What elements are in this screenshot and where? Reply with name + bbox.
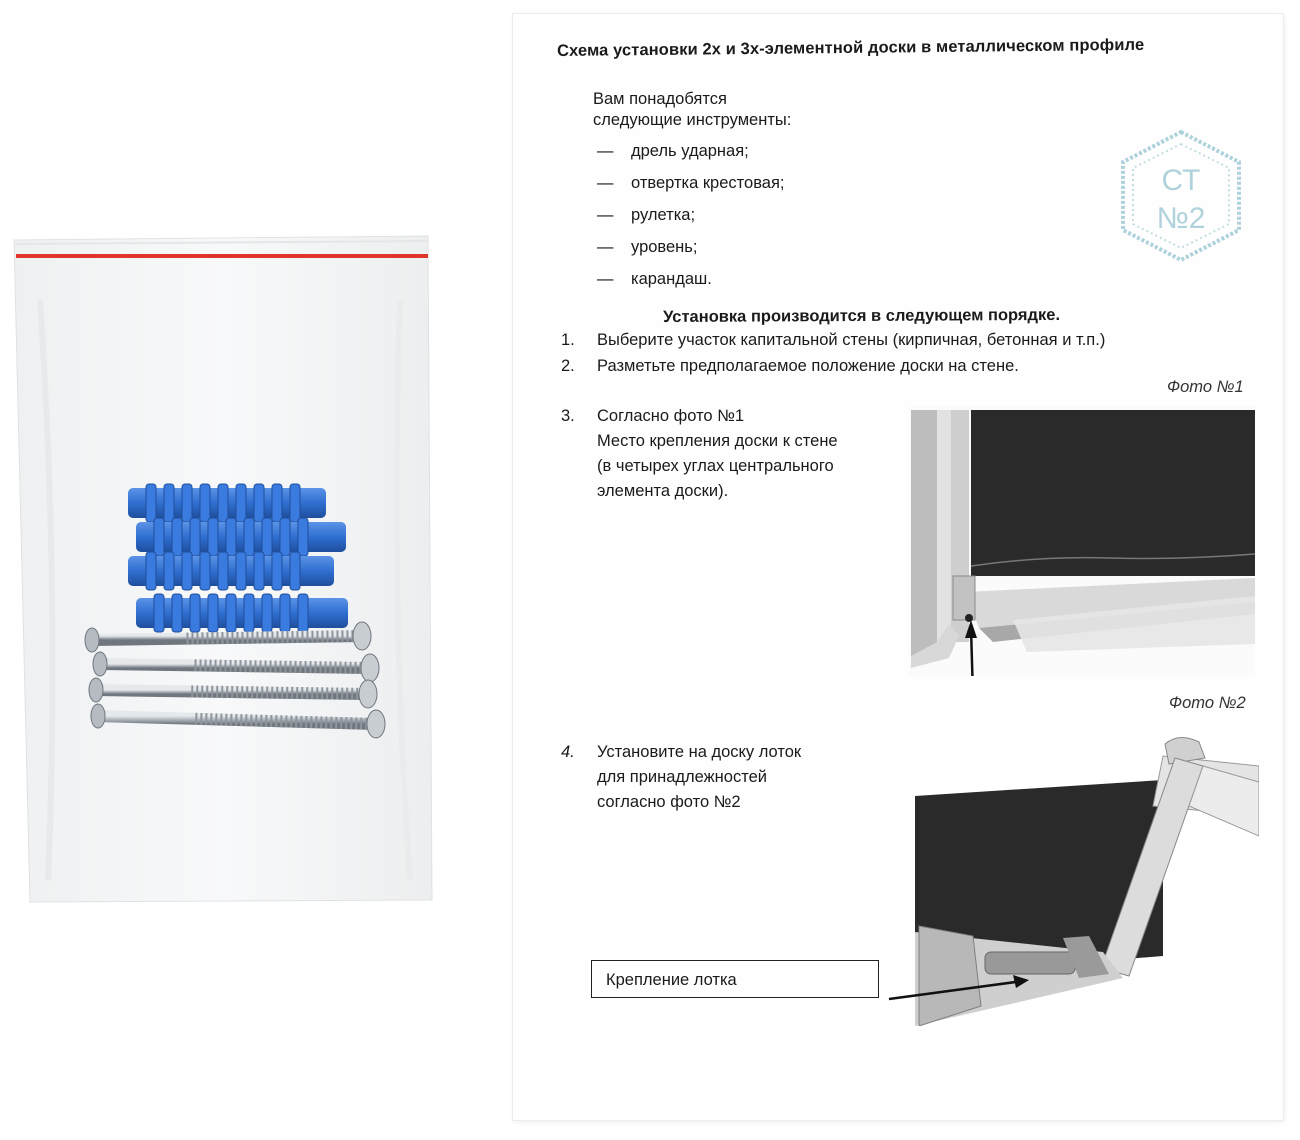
stamp-text-line2: №2 xyxy=(1156,202,1206,235)
callout-arrow xyxy=(883,969,1043,1009)
dowel xyxy=(136,594,348,632)
fastener-bag-photo xyxy=(0,0,510,1140)
dowel-group xyxy=(128,484,348,632)
list-dash: — xyxy=(597,174,614,192)
list-dash: — xyxy=(597,238,614,256)
tool-label: отвертка крестовая; xyxy=(631,174,785,192)
list-dash: — xyxy=(597,142,614,160)
stamp-text-line1: СТ xyxy=(1161,164,1201,197)
order-heading: Установка производится в следующем порядке. xyxy=(663,305,1061,326)
sheet-title: Схема установки 2х и 3х-элементной доски в металлическом профиле xyxy=(557,35,1145,60)
tool-item xyxy=(597,270,712,289)
dowel xyxy=(128,552,334,590)
dowel xyxy=(136,518,346,556)
step-number: 3. xyxy=(561,407,575,425)
step-text: Разметьте предполагаемое положение доски на стене. xyxy=(597,357,1019,375)
photo2-caption: Фото №2 xyxy=(1169,694,1246,712)
list-dash: — xyxy=(597,270,614,288)
tool-label: рулетка; xyxy=(631,206,696,224)
ink-stamp xyxy=(1111,126,1251,266)
step-text: Выберите участок капитальной стены (кирпичная, бетонная и т.п.) xyxy=(597,331,1106,349)
instruction-sheet xyxy=(513,14,1283,1120)
tool-item xyxy=(597,174,785,193)
step-4 xyxy=(561,740,801,815)
step-text: Установите на доску лоток для принадлежностей согласно фото №2 xyxy=(597,743,802,811)
step-text: Согласно фото №1 Место крепления доски к стене (в четырех углах центрального элемента доски). xyxy=(597,407,838,500)
tool-label: карандаш. xyxy=(631,270,712,288)
photo1-caption: Фото №1 xyxy=(1167,378,1244,396)
tool-label: дрель ударная; xyxy=(631,142,749,160)
step-number: 1. xyxy=(561,331,575,349)
step-3 xyxy=(561,404,838,504)
tool-item xyxy=(597,142,749,161)
tool-item xyxy=(597,206,695,225)
tool-label: уровень; xyxy=(631,238,698,256)
step-number: 4. xyxy=(561,743,575,761)
dowel xyxy=(128,484,326,522)
list-dash: — xyxy=(597,206,614,224)
step-2 xyxy=(561,354,1019,379)
step-1 xyxy=(561,328,1105,353)
tools-intro: Вам понадобятся следующие инструменты: xyxy=(593,90,792,129)
tray-mount-callout: Крепление лотка xyxy=(591,960,879,998)
tool-item xyxy=(597,238,697,257)
step-number: 2. xyxy=(561,357,575,375)
bag-seal-stripe xyxy=(16,254,428,258)
photo-1-board-corner xyxy=(909,406,1255,676)
